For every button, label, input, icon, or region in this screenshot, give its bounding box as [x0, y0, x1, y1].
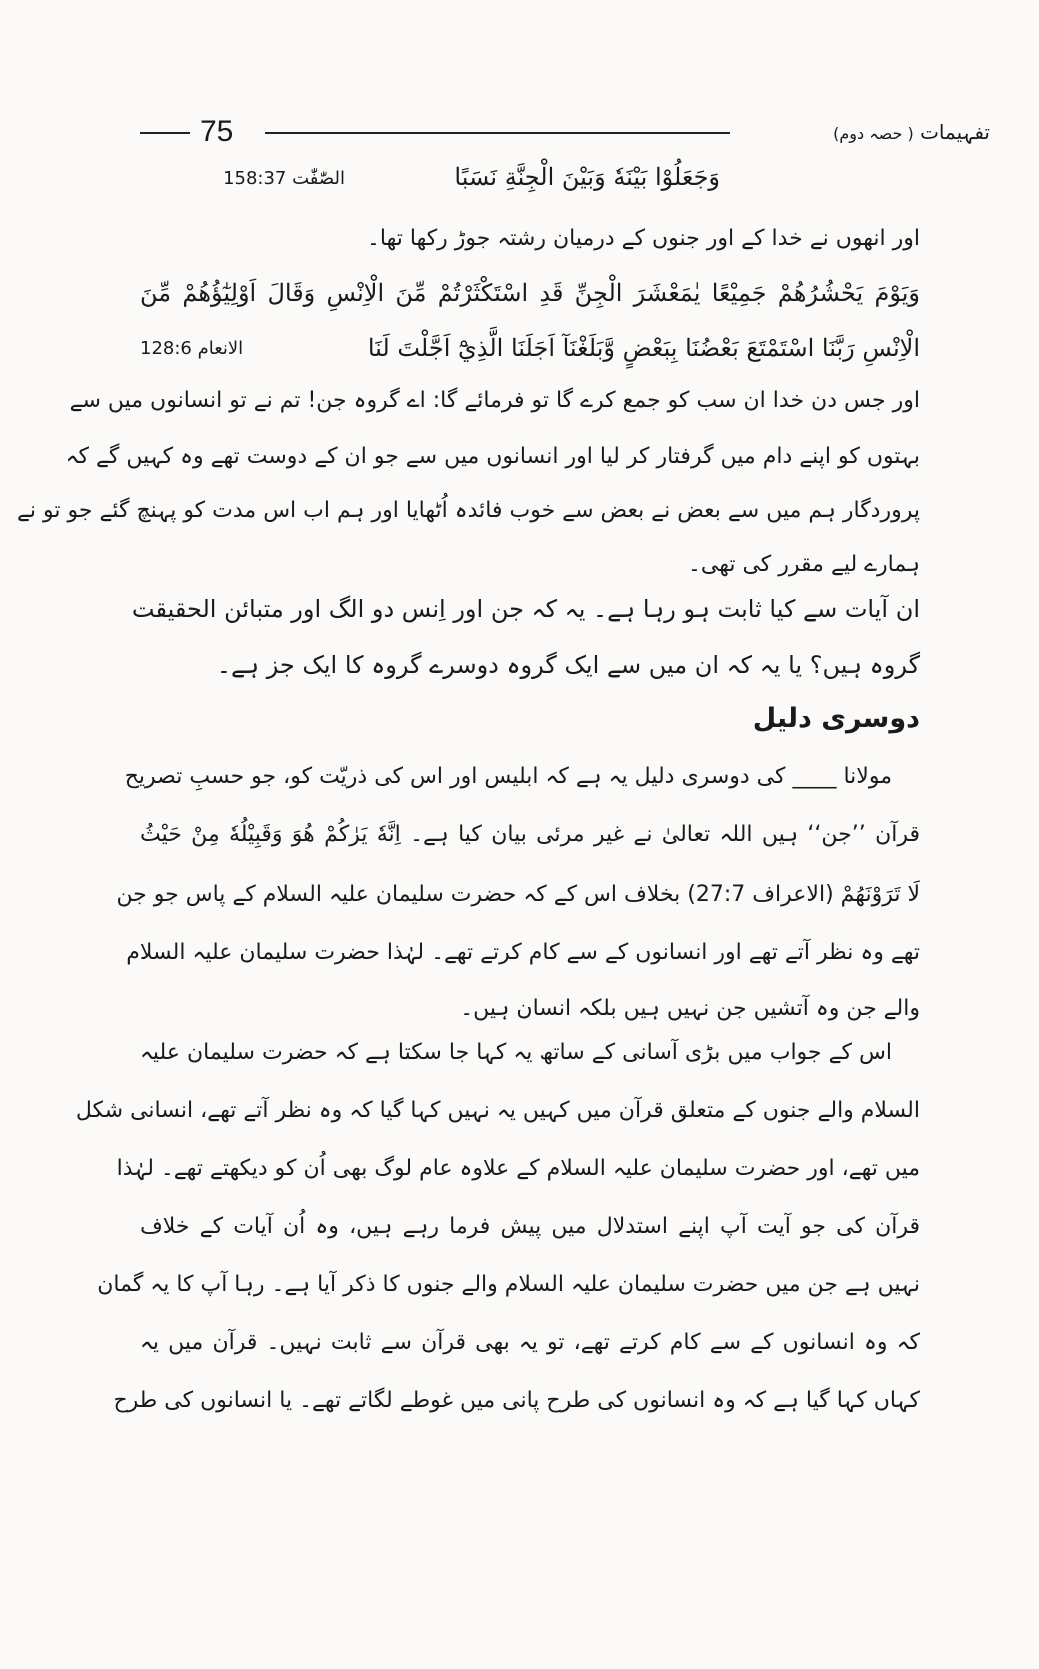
page-number: 75: [200, 115, 234, 148]
paragraph-line: اس کے جواب میں بڑی آسانی کے ساتھ یہ کہا جا سکتا ہے کہ حضرت سلیمان علیہ: [140, 1040, 892, 1065]
paragraph-line: قرآن کی جو آیت آپ اپنے استدلال میں پیش فرما رہے ہیں، وہ اُن آیات کے خلاف: [140, 1214, 920, 1239]
translation-line: اور جس دن خدا ان سب کو جمع کرے گا تو فرمائے گا: اے گروہ جن! تم نے تو انسانوں میں سے: [69, 388, 920, 413]
paragraph-line: مولانا ____ کی دوسری دلیل یہ ہے کہ ابلیس اور اس کی ذریّت کو، جو حسبِ تصریح: [124, 764, 892, 789]
paragraph-line: تھے وہ نظر آتے تھے اور انسانوں کے سے کام کرتے تھے۔ لہٰذا حضرت سلیمان علیہ السلام: [126, 940, 920, 965]
translation-line: پروردگار ہم میں سے بعض نے بعض سے خوب فائدہ اُٹھایا اور ہم اب اس مدت کو پہنچ گئے جو تو نے: [17, 498, 920, 523]
paragraph-line: لَا تَرَوْنَهُمْ (الاعراف 27:7) بخلاف اس کے کہ حضرت سلیمان علیہ السلام کے پاس جو جن: [116, 882, 920, 907]
running-title: [833, 114, 990, 152]
verse-1-translation: اور انھوں نے خدا کے اور جنوں کے درمیان رشتہ جوڑ رکھا تھا۔: [367, 226, 920, 251]
translation-line: ہمارے لیے مقرر کی تھی۔: [687, 552, 920, 577]
verse-1-arabic: وَجَعَلُوْا بَيْنَهٗ وَبَيْنَ الْجِنَّةِ نَسَبًا: [454, 163, 720, 191]
paragraph-line: والے جن وہ آتشیں جن نہیں ہیں بلکہ انسان ہیں۔: [460, 996, 920, 1021]
verse-1: [140, 160, 920, 200]
book-part: ( حصہ دوم): [833, 124, 914, 143]
verse-2-arabic-line-1: وَيَوْمَ يَحْشُرُهُمْ جَمِيْعًا يٰمَعْشَرَ الْجِنِّ قَدِ اسْتَكْثَرْتُمْ مِّنَ الْاِنْسِ وَقَالَ اَوْلِيٰٓؤُهُمْ مِّنَ: [140, 279, 920, 307]
verse-2-arabic-line-2: الْاِنْسِ رَبَّنَا اسْتَمْتَعَ بَعْضُنَا بِبَعْضٍ وَّبَلَغْنَآ اَجَلَنَا الَّذِيْٓ اَجَّلْتَ لَنَا: [367, 334, 920, 362]
section-heading: دوسری دلیل: [752, 703, 920, 734]
paragraph-line: کہ وہ انسانوں کے سے کام کرتے تھے، تو یہ بھی قرآن سے ثابت نہیں۔ قرآن میں یہ: [140, 1330, 920, 1355]
paragraph-line: گروہ ہیں؟ یا یہ کہ ان میں سے ایک گروہ دوسرے گروہ کا ایک جز ہے۔: [216, 651, 920, 679]
paragraph-1: [131, 592, 920, 702]
verse-1-reference: الصّٰفّٰت 158:37: [223, 168, 345, 189]
page-header: [140, 112, 990, 152]
paragraph-line: میں تھے، اور حضرت سلیمان علیہ السلام کے علاوہ عام لوگ بھی اُن کو دیکھتے تھے۔ لہٰذا: [116, 1156, 920, 1181]
paragraph-line: ان آیات سے کیا ثابت ہو رہا ہے۔ یہ کہ جن اور اِنس دو الگ اور متبائن الحقیقت: [131, 595, 920, 623]
paragraph-line: قرآن ’’جن‘‘ ہیں اللہ تعالیٰ نے غیر مرئی بیان کیا ہے۔ اِنَّهٗ يَرٰكُمْ هُوَ وَقَبِيْلُهٗ مِنْ حَيْثُ: [140, 822, 920, 847]
paragraph-line: کہاں کہا گیا ہے کہ وہ انسانوں کی طرح پانی میں غوطے لگاتے تھے۔ یا انسانوں کی طرح: [113, 1388, 920, 1413]
section-heading-block: [140, 702, 920, 746]
verse-1-translation-block: [140, 222, 920, 258]
paragraph-line: نہیں ہے جن میں حضرت سلیمان علیہ السلام والے جنوں کا ذکر آیا ہے۔ رہا آپ کا یہ گمان: [97, 1272, 920, 1297]
paragraph-line: السلام والے جنوں کے متعلق قرآن میں کہیں یہ نہیں کہا گیا کہ وہ نظر آتے تھے، انسانی شکل: [75, 1098, 920, 1123]
verse-2-reference: الانعام 128:6: [140, 338, 244, 359]
book-title: تفہیمات: [920, 120, 990, 144]
paragraph-2: [116, 760, 920, 1040]
header-rule: [265, 132, 730, 134]
header-dash: [140, 132, 190, 134]
verse-2-translation: [17, 384, 920, 584]
paragraph-3: [75, 1036, 920, 1456]
verse-2: [140, 276, 920, 386]
translation-line: بہتوں کو اپنے دام میں گرفتار کر لیا اور انسانوں میں سے جو ان کے دوست تھے وہ کہیں گے کہ: [65, 444, 920, 469]
